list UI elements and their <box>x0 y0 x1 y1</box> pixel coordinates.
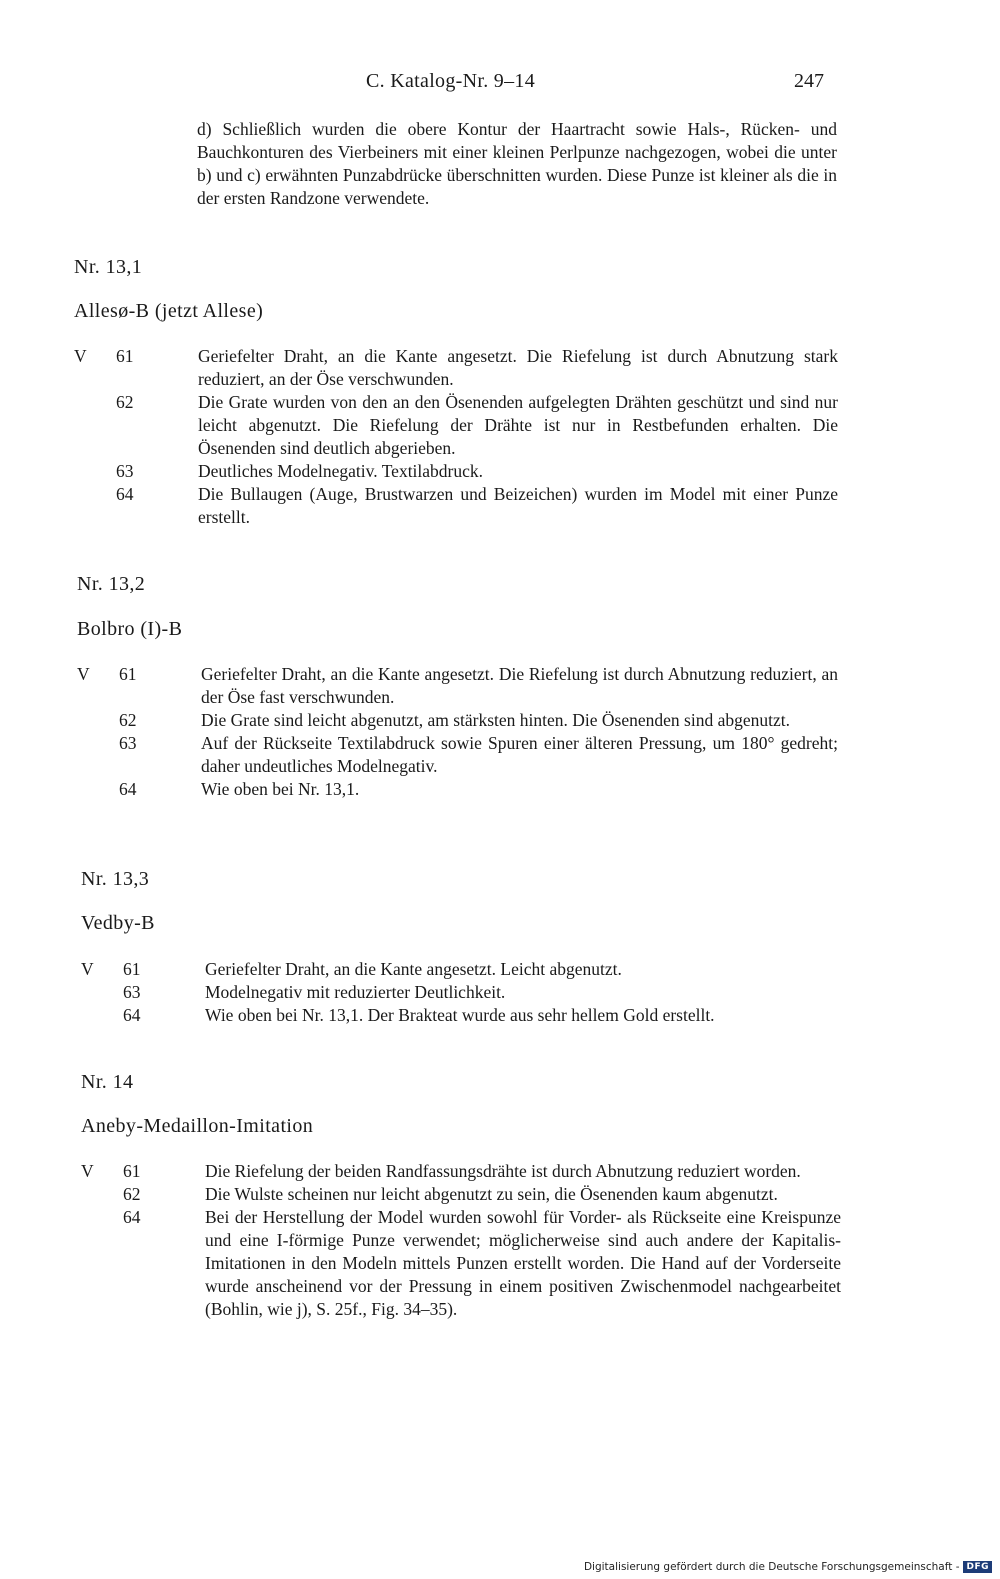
entry-text: Auf der Rückseite Textilabdruck sowie Spuren einer älteren Pressung, um 180° gedreht; daher undeutliches Modelnegativ. <box>201 733 838 776</box>
section-number: Nr. 13,1 <box>74 256 143 278</box>
entry-side-label: V <box>81 1161 94 1181</box>
section-number: Nr. 13,3 <box>81 868 150 890</box>
entry-text: Die Riefelung der beiden Randfassungsdrähte ist durch Abnutzung reduziert worden. <box>205 1161 801 1181</box>
entry-code: 61 <box>123 959 141 979</box>
footer-text: Digitalisierung gefördert durch die Deutsche Forschungsgemeinschaft - <box>583 1561 960 1573</box>
entry-text: Wie oben bei Nr. 13,1. <box>201 779 360 799</box>
section-title: Vedby-B <box>81 912 155 934</box>
digitization-footer <box>584 1561 992 1573</box>
entry-list <box>81 958 841 1027</box>
dfg-logo: DFG <box>963 1561 992 1573</box>
entry-text: Geriefelter Draht, an die Kante angesetzt. Leicht abgenutzt. <box>205 959 622 979</box>
entry <box>81 1004 841 1027</box>
entry-text: Die Grate wurden von den an den Ösenenden aufgelegten Drähten geschützt und sind nur leicht abgenutzt. Die Riefelung der Drähte ist nur in Restbefunden erhalten. Die Ösenenden sind deutlich abgerieben. <box>198 392 838 458</box>
entry-list <box>81 1160 841 1321</box>
entry <box>81 1183 841 1206</box>
entry-code: 61 <box>116 346 134 366</box>
entry <box>74 345 838 391</box>
entry-code: 64 <box>123 1005 141 1025</box>
entry-code: 64 <box>123 1207 141 1227</box>
entry-text: Die Bullaugen (Auge, Brustwarzen und Beizeichen) wurden im Model mit einer Punze erstellt. <box>198 484 838 527</box>
entry <box>81 981 841 1004</box>
entry-text: Die Grate sind leicht abgenutzt, am stärksten hinten. Die Ösenenden sind abgenutzt. <box>201 710 790 730</box>
section-title: Aneby-Medaillon-Imitation <box>81 1115 314 1137</box>
entry <box>77 709 838 732</box>
entry <box>81 958 841 981</box>
entry-code: 61 <box>123 1161 141 1181</box>
entry <box>74 391 838 460</box>
entry-text: Geriefelter Draht, an die Kante angesetzt. Die Riefelung ist durch Abnutzung reduziert, an der Öse fast verschwunden. <box>201 664 838 707</box>
entry <box>77 778 838 801</box>
running-header <box>0 70 1000 98</box>
entry-text: Geriefelter Draht, an die Kante angesetzt. Die Riefelung ist durch Abnutzung stark reduziert, an der Öse verschwunden. <box>198 346 838 389</box>
entry-code: 63 <box>116 461 134 481</box>
entry-text: Wie oben bei Nr. 13,1. Der Brakteat wurde aus sehr hellem Gold erstellt. <box>205 1005 715 1025</box>
entry-text: Deutliches Modelnegativ. Textilabdruck. <box>198 461 484 481</box>
entry-text: Die Wulste scheinen nur leicht abgenutzt zu sein, die Ösenenden kaum abgenutzt. <box>205 1184 778 1204</box>
section-number: Nr. 14 <box>81 1071 134 1093</box>
entry-text: Modelnegativ mit reduzierter Deutlichkeit. <box>205 982 506 1002</box>
entry-code: 62 <box>123 1184 141 1204</box>
intro-paragraph <box>197 118 837 210</box>
entry-list <box>77 663 838 801</box>
entry <box>74 483 838 529</box>
section-title: Bolbro (I)-B <box>77 618 183 640</box>
entry <box>77 732 838 778</box>
entry-code: 64 <box>116 484 134 504</box>
entry-side-label: V <box>81 959 94 979</box>
entry <box>81 1160 841 1183</box>
entry <box>77 663 838 709</box>
entry-code: 64 <box>119 779 137 799</box>
page-number: 247 <box>794 70 824 92</box>
entry-code: 63 <box>123 982 141 1002</box>
entry <box>81 1206 841 1321</box>
entry-text: Bei der Herstellung der Model wurden sowohl für Vorder- als Rückseite eine Kreispunze und eine I-förmige Punze verwendet; möglicherweise sind auch andere der Kapitalis-Imitationen in den Modeln mittels Punzen erstellt worden. Die Hand auf der Vorderseite wurde anscheinend vor der Pressung in einem positiven Zwischenmodel nachgearbeitet (Bohlin, wie j), S. 25f., Fig. 34–35). <box>205 1207 841 1319</box>
entry <box>74 460 838 483</box>
entry-code: 61 <box>119 664 137 684</box>
intro-text: d) Schließlich wurden die obere Kontur der Haartracht sowie Hals-, Rücken- und Bauchkonturen des Vierbeiners mit einer kleinen Perlpunze nachgezogen, wobei die unter b) und c) erwähnten Punzabdrücke überschnitten wurden. Diese Punze ist kleiner als die in der ersten Randzone verwendete. <box>197 119 837 208</box>
entry-code: 63 <box>119 733 137 753</box>
section-title: Allesø-B (jetzt Allese) <box>74 300 264 322</box>
entry-code: 62 <box>116 392 134 412</box>
entry-list <box>74 345 838 529</box>
entry-side-label: V <box>74 346 87 366</box>
entry-code: 62 <box>119 710 137 730</box>
entry-side-label: V <box>77 664 90 684</box>
section-number: Nr. 13,2 <box>77 573 146 595</box>
running-title: C. Katalog-Nr. 9–14 <box>366 70 536 92</box>
